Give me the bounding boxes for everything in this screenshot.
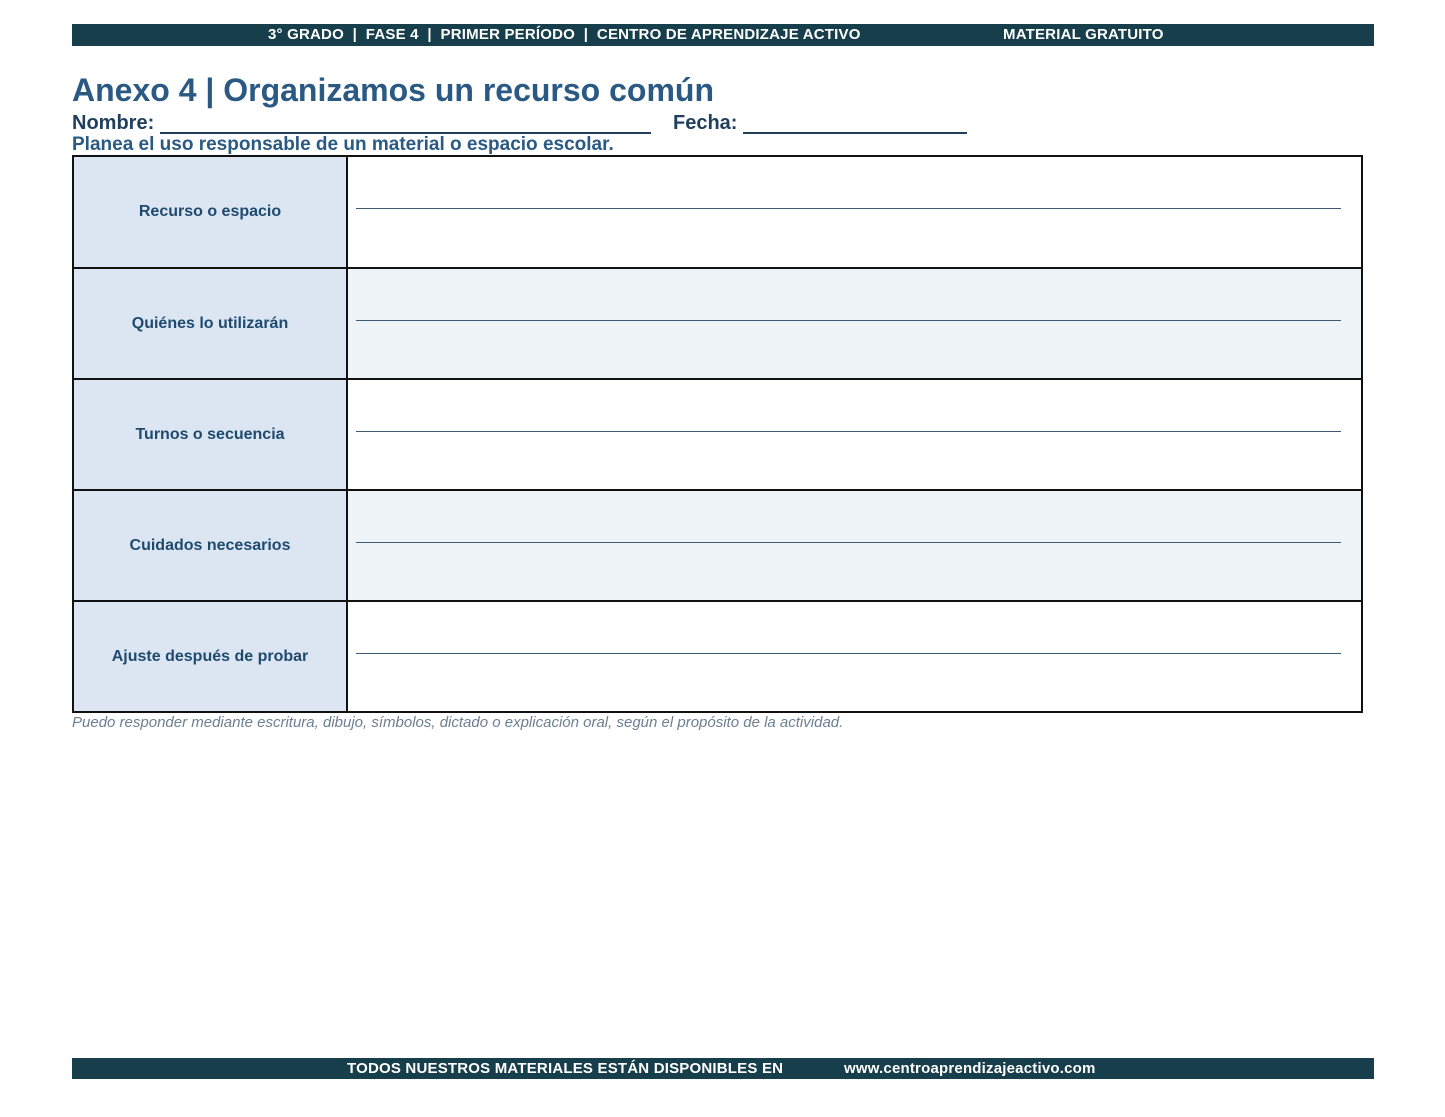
date-line[interactable]	[743, 132, 967, 134]
answer-cell[interactable]	[348, 602, 1361, 711]
name-label: Nombre:	[72, 112, 155, 134]
table-row	[74, 157, 1361, 267]
answer-line	[356, 320, 1341, 321]
page-title: Anexo 4 | Organizamos un recurso común	[72, 72, 714, 108]
footer-banner	[72, 1058, 1374, 1079]
answer-cell[interactable]	[348, 269, 1361, 378]
row-label: Cuidados necesarios	[74, 491, 348, 600]
answer-cell[interactable]	[348, 157, 1361, 267]
date-label: Fecha:	[673, 112, 738, 134]
answer-line	[356, 542, 1341, 543]
header-info: 3° GRADO | FASE 4 | PRIMER PERÍODO | CENTRO DE APRENDIZAJE ACTIVO	[268, 26, 861, 43]
row-label: Recurso o espacio	[74, 157, 348, 267]
footer-url[interactable]: www.centroaprendizajeactivo.com	[844, 1060, 1096, 1077]
footer-text: TODOS NUESTROS MATERIALES ESTÁN DISPONIBLES EN	[347, 1060, 784, 1077]
table-row	[74, 489, 1361, 600]
table-row	[74, 378, 1361, 489]
header-badge: MATERIAL GRATUITO	[1003, 26, 1164, 43]
answer-line	[356, 431, 1341, 432]
row-label: Quiénes lo utilizarán	[74, 269, 348, 378]
answer-cell[interactable]	[348, 491, 1361, 600]
row-label: Ajuste después de probar	[74, 602, 348, 711]
answer-line	[356, 653, 1341, 654]
footnote: Puedo responder mediante escritura, dibujo, símbolos, dictado o explicación oral, según el propósito de la actividad.	[72, 714, 844, 731]
instructions: Planea el uso responsable de un material o espacio escolar.	[72, 134, 614, 155]
planning-table	[72, 155, 1363, 713]
table-row	[74, 600, 1361, 711]
answer-line	[356, 208, 1341, 209]
table-row	[74, 267, 1361, 378]
row-label: Turnos o secuencia	[74, 380, 348, 489]
answer-cell[interactable]	[348, 380, 1361, 489]
header-banner	[72, 24, 1374, 46]
